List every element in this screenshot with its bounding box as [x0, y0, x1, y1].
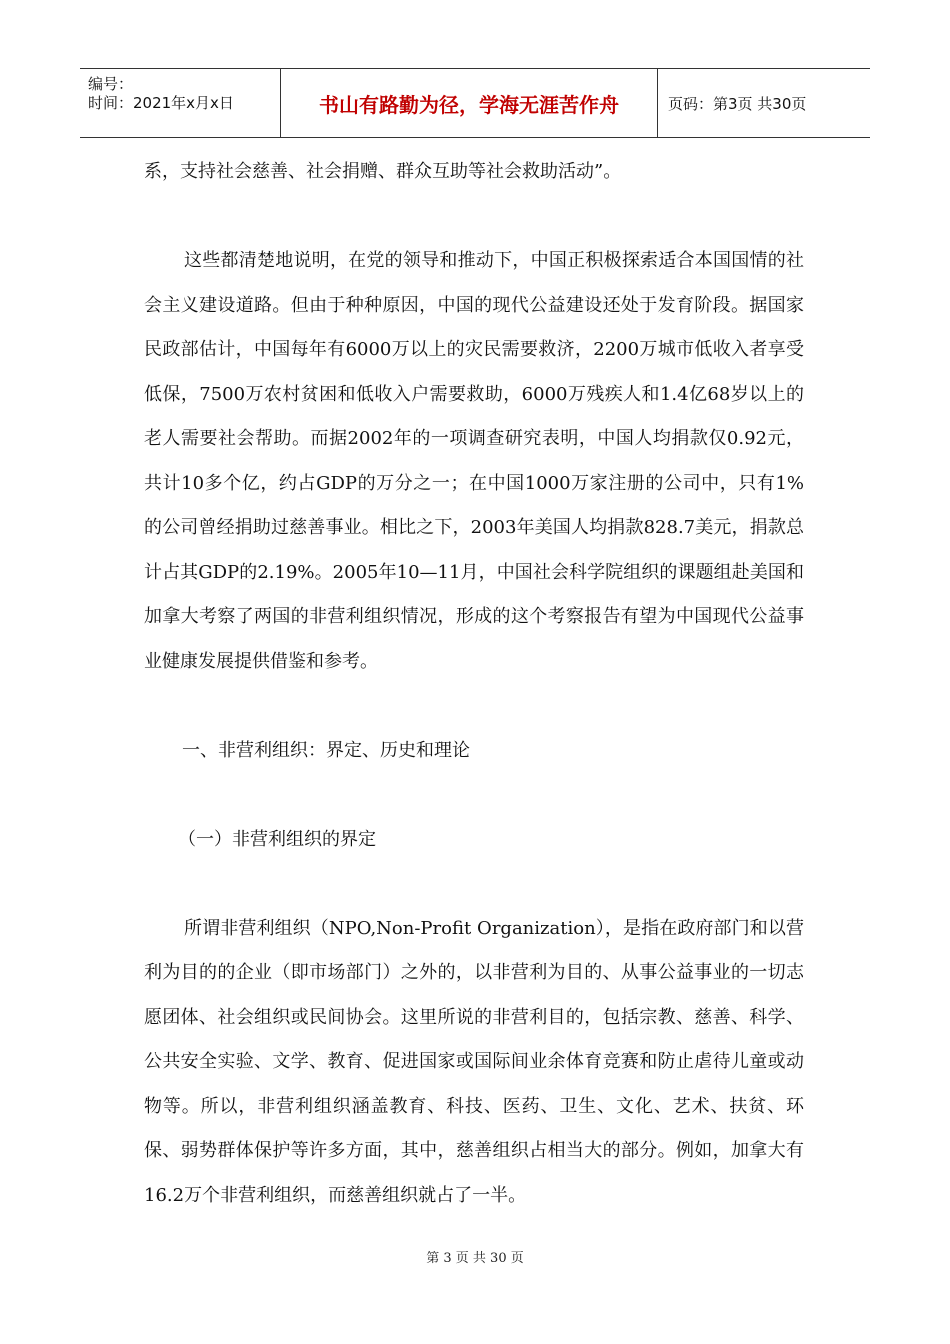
paragraph-public-welfare-status: 这些都清楚地说明，在党的领导和推动下，中国正积极探索适合本国国情的社会主义建设道路。但由于种种原因，中国的现代公益建设还处于发育阶段。据国家民政部估计，中国每年有6000万以上的灾民需要救济，2200万城市低收入者享受低保，7500万农村贫困和低收入户需要救助，6000万残疾人和1.4亿68岁以上的老人需要社会帮助。而据2002年的一项调查研究表明，中国人均捐款仅0.92元，共计10多个亿，约占GDP的万分之一；在中国1000万家注册的公司中，只有1%的公司曾经捐助过慈善事业。相比之下，2003年美国人均捐款828.7美元，捐款总计占其GDP的2.19%。2005年10—11月，中国社会科学院组织的课题组赴美国和加拿大考察了两国的非营利组织情况，形成的这个考察报告有望为中国现代公益事业健康发展提供借鉴和参考。: [144, 250, 804, 672]
document-time-label: 时间：2021年x月x日: [88, 94, 234, 112]
document-number-label: 编号：: [88, 75, 134, 93]
paragraph-spacer: [144, 195, 804, 240]
header-motto: 书山有路勤为径，学海无涯苦作舟: [280, 69, 658, 137]
section-heading: 一、非营利组织：界定、历史和理论: [182, 739, 470, 761]
header-page-code: 页码：第3页 共30页: [668, 94, 807, 113]
document-body: [144, 150, 804, 1218]
page-header: [80, 68, 870, 138]
subsection-heading: （一）非营利组织的界定: [178, 828, 376, 850]
paragraph-npo-definition: 所谓非营利组织（NPO,Non-Profit Organization），是指在政府部门和以营利为目的的企业（即市场部门）之外的，以非营利为目的、从事公益事业的一切志愿团体、社会组织或民间协会。这里所说的非营利目的，包括宗教、慈善、科学、公共安全实验、文学、教育、促进国家或国际间业余体育竞赛和防止虐待儿童或动物等。所以，非营利组织涵盖教育、科技、医药、卫生、文化、艺术、扶贫、环保、弱势群体保护等许多方面，其中，慈善组织占相当大的部分。例如，加拿大有16.2万个非营利组织，而慈善组织就占了一半。: [144, 917, 804, 1206]
page-footer: 第 3 页 共 30 页: [426, 1251, 524, 1266]
paragraph-spacer: [144, 862, 804, 907]
paragraph-continuation: 系，支持社会慈善、社会捐赠、群众互助等社会救助活动”。: [144, 161, 622, 182]
paragraph-spacer: [144, 684, 804, 729]
header-meta: [80, 69, 280, 137]
paragraph-spacer: [144, 773, 804, 818]
